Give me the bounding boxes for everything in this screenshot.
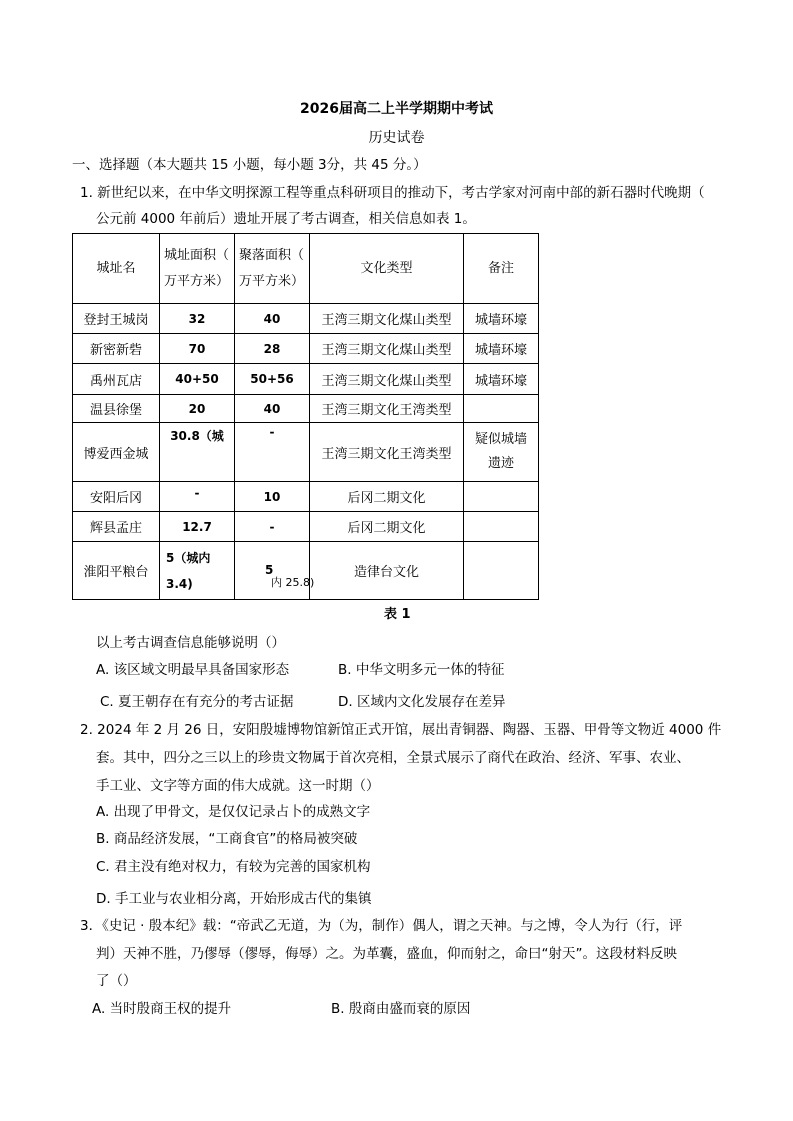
table-cell: 王湾三期文化煤山类型 <box>310 304 464 334</box>
table-cell: 40 <box>235 395 310 423</box>
q3-option-b: B. 殷商由盛而衰的原因 <box>331 1001 471 1017</box>
table-cell: 5（城内 3.4) <box>160 542 235 600</box>
table-cell: 12.7 <box>160 512 235 542</box>
table-cell: 禹州瓦店 <box>73 364 160 395</box>
table-row <box>73 334 539 364</box>
table-cell: 城墙环壕 <box>464 334 539 364</box>
table-cell: 30.8（城 <box>160 423 235 482</box>
table-cell: 王湾三期文化煤山类型 <box>310 334 464 364</box>
table-cell: 王湾三期文化王湾类型 <box>310 395 464 423</box>
table-cell: 温县徐堡 <box>73 395 160 423</box>
q2-line1: 2. 2024 年 2 月 26 日，安阳殷墟博物馆新馆正式开馆，展出青铜器、陶器、玉器、甲骨等文物近 4000 件 <box>80 722 722 738</box>
table-cell-value: 5 <box>265 563 274 577</box>
table-cell <box>464 542 539 600</box>
table-cell: 40 <box>235 304 310 334</box>
section-heading: 一、选择题（本大题共 15 小题，每小题 3分，共 45 分。） <box>72 157 427 173</box>
q2-line2: 套。其中，四分之三以上的珍贵文物属于首次亮相，全景式展示了商代在政治、经济、军事、农业、 <box>96 750 690 766</box>
q2-option-d: D. 手工业与农业相分离，开始形成古代的集镇 <box>96 891 372 907</box>
q1-option-d: D. 区域内文化发展存在差异 <box>338 694 506 710</box>
table-cell <box>235 542 315 600</box>
q2-line3: 手工业、文字等方面的伟大成就。这一时期（） <box>96 778 380 794</box>
table-cell: 王湾三期文化煤山类型 <box>310 364 464 395</box>
table-cell: 安阳后冈 <box>73 482 160 512</box>
table-cell: 70 <box>160 334 235 364</box>
table-row <box>73 304 539 334</box>
table-cell <box>464 482 539 512</box>
q1-option-a: A. 该区域文明最早具备国家形态 <box>96 662 290 678</box>
table-cell: 王湾三期文化王湾类型 <box>310 423 464 482</box>
q3-option-a: A. 当时殷商王权的提升 <box>92 1001 232 1017</box>
subject-title: 历史试卷 <box>368 130 425 146</box>
q1-option-c: C. 夏王朝存在有充分的考古证据 <box>100 694 294 710</box>
table-cell: 疑似城墙 遗迹 <box>464 423 539 482</box>
table-cell: 博爱西金城 <box>73 423 160 482</box>
table-cell: - <box>160 482 235 512</box>
exam-title: 2026届高二上半学期期中考试 <box>300 101 493 117</box>
table-row <box>73 482 539 512</box>
table-header-cell: 文化类型 <box>310 234 464 304</box>
q1-stem: 以上考古调查信息能够说明（） <box>96 635 285 651</box>
table-cell <box>464 512 539 542</box>
table-cell: 城墙环壕 <box>464 364 539 395</box>
table-header-cell: 聚落面积（ 万平方米） <box>235 234 310 304</box>
q1-option-b: B. 中华文明多元一体的特征 <box>338 662 505 678</box>
table-cell: 20 <box>160 395 235 423</box>
table-header-cell: 城址面积（ 万平方米） <box>160 234 235 304</box>
table-row <box>73 512 539 542</box>
table-cell: - <box>235 423 310 482</box>
table-cell: 辉县孟庄 <box>73 512 160 542</box>
table-row <box>73 364 539 395</box>
q1-line1: 1. 新世纪以来，在中华文明探源工程等重点科研项目的推动下，考古学家对河南中部的新石器时代晚期（ <box>80 185 705 201</box>
q3-line1: 3．《史记 · 殷本纪》载：“帝武乙无道，为（为，制作）偶人，谓之天神。与之博，令人为行（行，评 <box>80 918 683 934</box>
table-header-cell: 城址名 <box>73 234 160 304</box>
table-caption: 表 1 <box>384 607 411 622</box>
table-cell: 40+50 <box>160 364 235 395</box>
table-cell: 登封王城岗 <box>73 304 160 334</box>
table-cell: 后冈二期文化 <box>310 482 464 512</box>
table-cell: 10 <box>235 482 310 512</box>
table-cell: 城墙环壕 <box>464 304 539 334</box>
q2-option-a: A. 出现了甲骨文，是仅仅记录占卜的成熟文字 <box>96 804 371 820</box>
table-cell <box>464 395 539 423</box>
q3-line3: 了（） <box>96 973 137 989</box>
table-header-cell: 备注 <box>464 234 539 304</box>
table-cell: 淮阳平粮台 <box>73 542 160 600</box>
table-row <box>73 395 539 423</box>
table-cell: 50+56 <box>235 364 310 395</box>
q3-line2: 判）天神不胜，乃僇辱（僇辱，侮辱）之。为革囊，盛血，仰而射之，命曰“射天”。这段材料反映 <box>96 946 677 962</box>
table-cell: 造律台文化 <box>310 542 464 600</box>
q2-option-b: B. 商品经济发展，“工商食官”的格局被突破 <box>96 831 358 847</box>
table-cell: 新密新砦 <box>73 334 160 364</box>
q2-option-c: C. 君主没有绝对权力，有较为完善的国家机构 <box>96 859 371 875</box>
table-row <box>73 423 539 482</box>
table-cell: - <box>235 512 310 542</box>
table-cell-extra: 内 25.8) <box>271 576 315 589</box>
table-cell: 28 <box>235 334 310 364</box>
q1-line2: 公元前 4000 年前后）遗址开展了考古调查，相关信息如表 1。 <box>96 211 476 227</box>
table-cell: 32 <box>160 304 235 334</box>
site-table <box>72 233 539 600</box>
table-cell: 后冈二期文化 <box>310 512 464 542</box>
table-header-row <box>73 234 539 304</box>
table-row <box>73 542 539 600</box>
